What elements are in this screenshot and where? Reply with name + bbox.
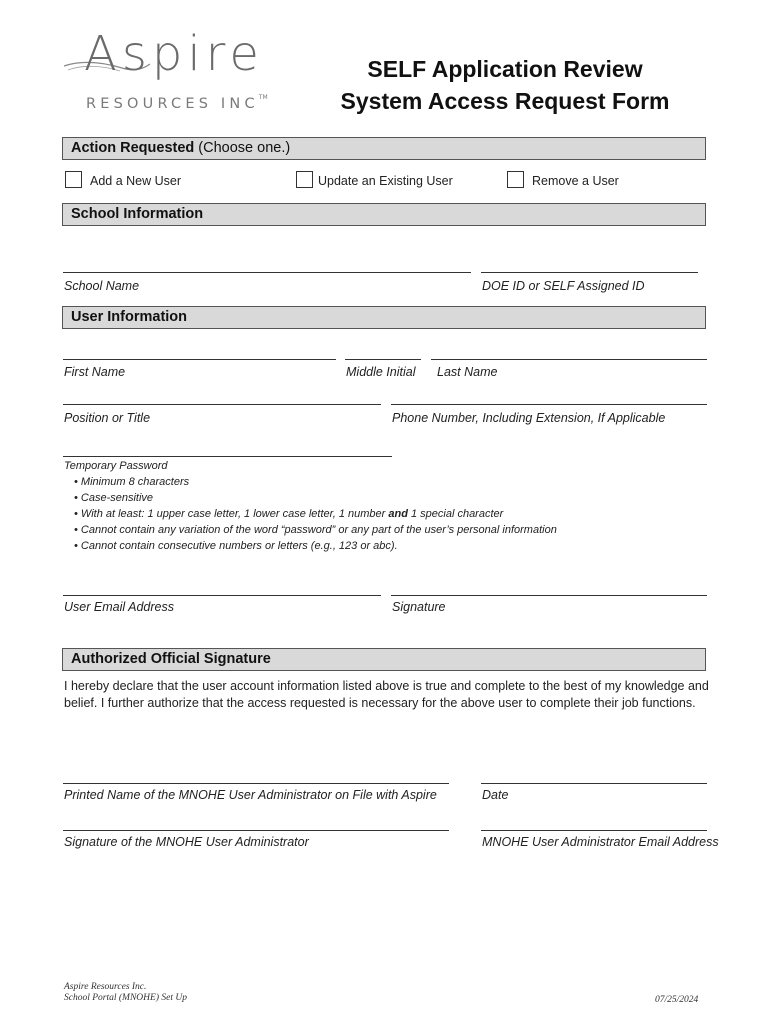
footer-company: Aspire Resources Inc. <box>64 982 147 992</box>
section-school-information: School Information <box>62 203 706 226</box>
password-rule: • Case-sensitive <box>74 492 154 504</box>
temporary-password-label: Temporary Password <box>64 460 168 472</box>
declaration-text: I hereby declare that the user account information listed above is true and complete to the best of my knowledge and belief. I further authorize that the access requested is necessary for the above user to complete their job functions. <box>64 679 709 710</box>
trademark-mark: TM <box>258 94 268 101</box>
printed-name-field[interactable] <box>63 783 449 784</box>
admin-signature-label: Signature of the MNOHE User Administrator <box>64 835 309 849</box>
school-name-label: School Name <box>64 279 140 293</box>
user-email-label: User Email Address <box>64 600 174 614</box>
logo-wordmark: Aspire <box>84 26 264 82</box>
password-rule: • Minimum 8 characters <box>74 476 190 488</box>
checkbox-remove-user[interactable] <box>507 171 524 188</box>
footer-date: 07/25/2024 <box>655 995 699 1005</box>
section-authorized-signature: Authorized Official Signature <box>62 648 706 671</box>
first-name-label: First Name <box>64 365 126 379</box>
form-title-line1: SELF Application Review <box>367 56 643 82</box>
last-name-label: Last Name <box>437 365 498 379</box>
admin-signature-field[interactable] <box>63 830 449 831</box>
footer-portal: School Portal (MNOHE) Set Up <box>64 993 187 1003</box>
phone-field[interactable] <box>391 404 707 405</box>
printed-name-label: Printed Name of the MNOHE User Administrator on File with Aspire <box>64 788 437 802</box>
section-user-information: User Information <box>62 306 706 329</box>
password-rule: • Cannot contain consecutive numbers or letters (e.g., 123 or abc). <box>74 540 398 552</box>
school-name-field[interactable] <box>63 272 471 273</box>
last-name-field[interactable] <box>431 359 707 360</box>
password-rules <box>64 458 557 554</box>
date-field[interactable] <box>481 783 707 784</box>
user-signature-field[interactable] <box>391 595 707 596</box>
admin-email-label: MNOHE User Administrator Email Address <box>482 835 719 849</box>
option-remove-user-label: Remove a User <box>532 174 619 188</box>
phone-label: Phone Number, Including Extension, If Applicable <box>392 411 666 425</box>
checkbox-update-user[interactable] <box>296 171 313 188</box>
date-label: Date <box>482 788 509 802</box>
position-label: Position or Title <box>64 411 151 425</box>
first-name-field[interactable] <box>63 359 336 360</box>
middle-initial-field[interactable] <box>345 359 421 360</box>
temporary-password-field[interactable] <box>63 456 392 457</box>
option-add-user-label: Add a New User <box>90 174 182 188</box>
logo-subtitle: RESOURCES INC™ <box>86 94 268 112</box>
option-update-user-label: Update an Existing User <box>318 174 453 188</box>
form-title-line2: System Access Request Form <box>340 88 670 114</box>
admin-email-field[interactable] <box>481 830 707 831</box>
section-action-requested: Action Requested (Choose one.) <box>62 137 706 160</box>
doe-id-label: DOE ID or SELF Assigned ID <box>482 279 645 293</box>
middle-initial-label: Middle Initial <box>346 365 416 379</box>
password-rule: • With at least: 1 upper case letter, 1 lower case letter, 1 number and 1 special character <box>74 508 504 520</box>
checkbox-add-user[interactable] <box>65 171 82 188</box>
position-field[interactable] <box>63 404 381 405</box>
doe-id-field[interactable] <box>481 272 698 273</box>
user-signature-label: Signature <box>392 600 446 614</box>
password-rule: • Cannot contain any variation of the word “password” or any part of the user’s personal information <box>74 524 557 536</box>
user-email-field[interactable] <box>63 595 381 596</box>
